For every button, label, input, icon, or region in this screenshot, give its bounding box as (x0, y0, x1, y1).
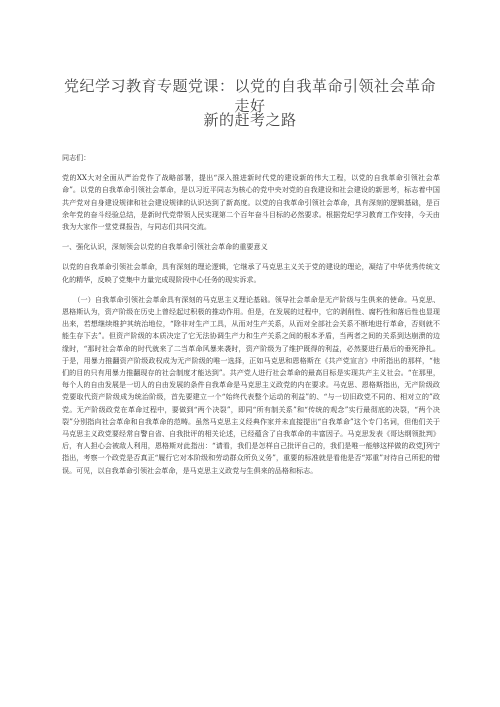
document-title-line-1: 党纪学习教育专题党课：以党的自我革命引领社会革命走好 (63, 77, 436, 115)
document-title-line-2: 新的赶考之路 (203, 111, 297, 129)
salutation: 同志们： (62, 153, 91, 162)
section-1-intro-paragraph: 以党的自我革命引领社会革命，具有深刻的理论逻辑，它继承了马克思主义关于党的建设的理论，凝结了中华优秀传统文化的精华，反映了党集中力量完成现阶段中心任务的现实诉求。 (62, 262, 440, 284)
document-body (62, 152, 440, 477)
intro-paragraph: 党的XX大对全面从严治党作了战略部署，提出“深入推进新时代党的建设新的伟大工程，以党的自我革命引领社会革命”。以党的自我革命引领社会革命，是以习近平同志为核心的党中央对党的自我建设和社会建设的新思考，标志着中国共产党对自身建设规律和社会建设规律的认识达到了新高度。以党的自我革命引领社会革命，具有深刻的逻辑基础，是百余年党的奋斗经验总结，是新时代党带领人民实现第二个百年奋斗目标的必然要求。根据党纪学习教育工作安排，今天由我为大家作一堂党课报告，与同志们共同交流。 (62, 173, 440, 232)
subsection-1-paragraph: （一）自我革命引领社会革命具有深刻的马克思主义理论基础。领导社会革命是无产阶级与生俱来的使命。马克思、恩格斯认为，资产阶级在历史上曾经起过积极的推动作用。但是，在发展的过程中，它的剥削性、腐朽性和落后性也显现出来，若想继续维护其统治地位，“除非对生产工具，从而对生产关系，从而对全部社会关系不断地进行革命，否则就不能生存下去”。但资产阶级的本质决定了它无法协调生产力和生产关系之间的根本矛盾，当两者之间的关系到达崩溃的边缘时，“那时社会革命的时代就来了二当革命风暴来袭时，资产阶级为了维护既得的利益，必然要进行最后的垂死挣扎。于是，用暴力推翻资产阶级政权成为无产阶级的唯一选择，正如马克思和恩格斯在《共产党宣言》中所指出的那样，“他们的目的只有用暴力推翻现存的社会制度才能达到”。共产党人进行社会革命的最高目标是实现共产主义社会。“在那里，每个人的自由发展是一切人的自由发展的条件自我革命是马克思主义政党的内在要求。马克思、恩格斯指出，无产阶级政党要取代资产阶级成为统治阶级，首先要建立一个“始终代表整个运动的利益”的、“与一切旧政党不同的、相对立的”政党。无产阶级政党在革命过程中，要做到“两个决裂”，即同“所有制关系”和“传统的观念”实行最彻底的决裂，“两个决裂”分别指向社会革命和自我革命的范畴。虽然马克思主义经典作家并未直接提出“自我革命”这个专门名词，但他们关于马克思主义政党要经常自警自省、自我批评的相关论述，已经蕴含了自我革命的丰富因子。马克思发表《哥达纲领批判》后，有人担心会被敌人利用，恩格斯对此指出：“请看，我们是怎样自己批评自己的，我们是唯一能够这样做的政党J列宁指出，考察一个政党是否真正“履行它对本阶级和劳动群众所负义务”，重要的标准就是看他是否“郑重”对待自己所犯的错误。可见，以自我革命引领社会革命，是马克思主义政党与生俱来的品格和标志。 (62, 294, 440, 475)
section-1-heading: 一、强化认识，深刻领会以党的自我革命引领社会革命的重要意义 (62, 242, 268, 252)
